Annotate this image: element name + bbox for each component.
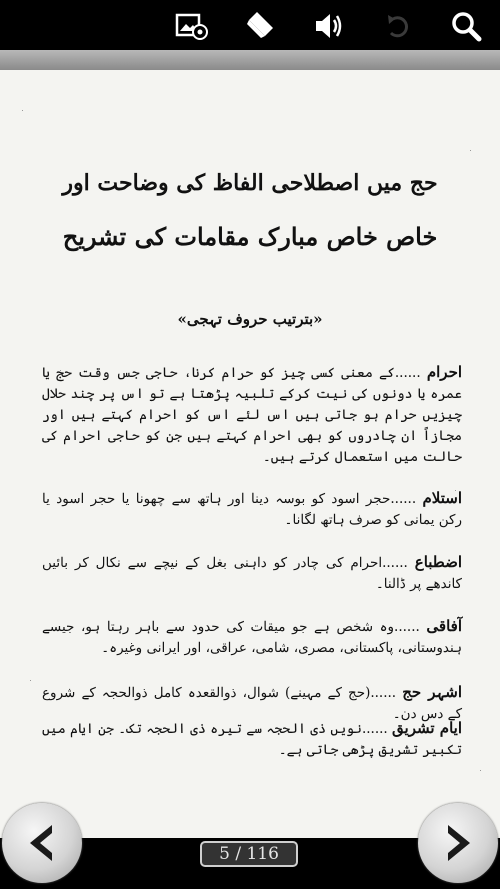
- prev-page-button[interactable]: [2, 803, 82, 883]
- entry-text: ......(حج کے مہینے) شوال، ذوالقعدہ کامل ذوالحجہ کے شروع کے دس دن۔: [42, 685, 462, 722]
- top-toolbar: [0, 0, 500, 50]
- entry-head: ایام تشریق: [392, 719, 462, 737]
- image-settings-icon[interactable]: [175, 10, 209, 42]
- undo-icon[interactable]: [381, 10, 415, 42]
- page-counter[interactable]: 5 / 116: [200, 841, 298, 867]
- next-page-button[interactable]: [418, 803, 498, 883]
- speaker-icon[interactable]: [312, 10, 346, 42]
- toolbar-divider-strip: [0, 50, 500, 70]
- entry-ihram: [42, 362, 462, 468]
- entry-head: احرام: [426, 363, 463, 381]
- search-icon[interactable]: [449, 10, 483, 42]
- entry-text: ......وہ شخص ہے جو میقات کی حدود سے باہر رہتا ہو، جیسے ہندوستانی، پاکستانی، مصری، شامی، عراقی، اور ایرانی وغیرہ۔: [42, 619, 462, 656]
- chevron-left-icon: [22, 821, 62, 865]
- entry-head: آفاقی: [426, 617, 462, 635]
- entry-ayyam-tashriq: [42, 718, 462, 761]
- page-subtitle: «بترتیب حروف تہجی»: [177, 310, 323, 328]
- entry-head: اضطباع: [414, 553, 463, 571]
- entry-istilam: [42, 488, 462, 531]
- pen-icon[interactable]: [242, 10, 276, 42]
- entry-text: ......حجر اسود کو بوسہ دینا اور ہاتھ سے چھونا یا حجر اسود یا رکن یمانی کو صرف ہاتھ لگانا۔: [42, 491, 462, 528]
- entry-text: ......کے معنی کسی چیز کو حرام کرنا، حاجی جس وقت حج یا عمرہ یا دونوں کی نیت کرکے تلبیہ پڑھتا ہے تو اس پر چند حلال چیزیں حرام ہو جاتی ہیں اس لئے اس کو احرام کہتے ہیں اور مجازاً ان چادروں کو بھی احرام کہتے ہیں جن کو حاجی احرام کی حالت میں استعمال کرتے ہیں۔: [42, 365, 462, 465]
- document-page: [0, 70, 500, 838]
- page-title-line2: خاص خاص مبارک مقامات کی تشریح: [62, 222, 438, 251]
- entry-text: ......احرام کی چادر کو داہنی بغل کے نیچے سے نکال کر بائیں کاندھے پر ڈالنا۔: [42, 555, 462, 592]
- chevron-right-icon: [438, 821, 478, 865]
- page-title-line1: حج میں اصطلاحی الفاظ کی وضاحت اور: [62, 170, 438, 196]
- entry-text: ......نویں ذی الحجہ سے تیرہ ذی الحجہ تک۔ جن ایام میں تکبیر تشریق پڑھی جاتی ہے۔: [42, 721, 462, 758]
- entry-afaqi: [42, 616, 462, 659]
- entry-iztiba: [42, 552, 462, 595]
- entry-head: اشہر حج: [402, 683, 462, 701]
- entry-head: استلام: [422, 489, 462, 507]
